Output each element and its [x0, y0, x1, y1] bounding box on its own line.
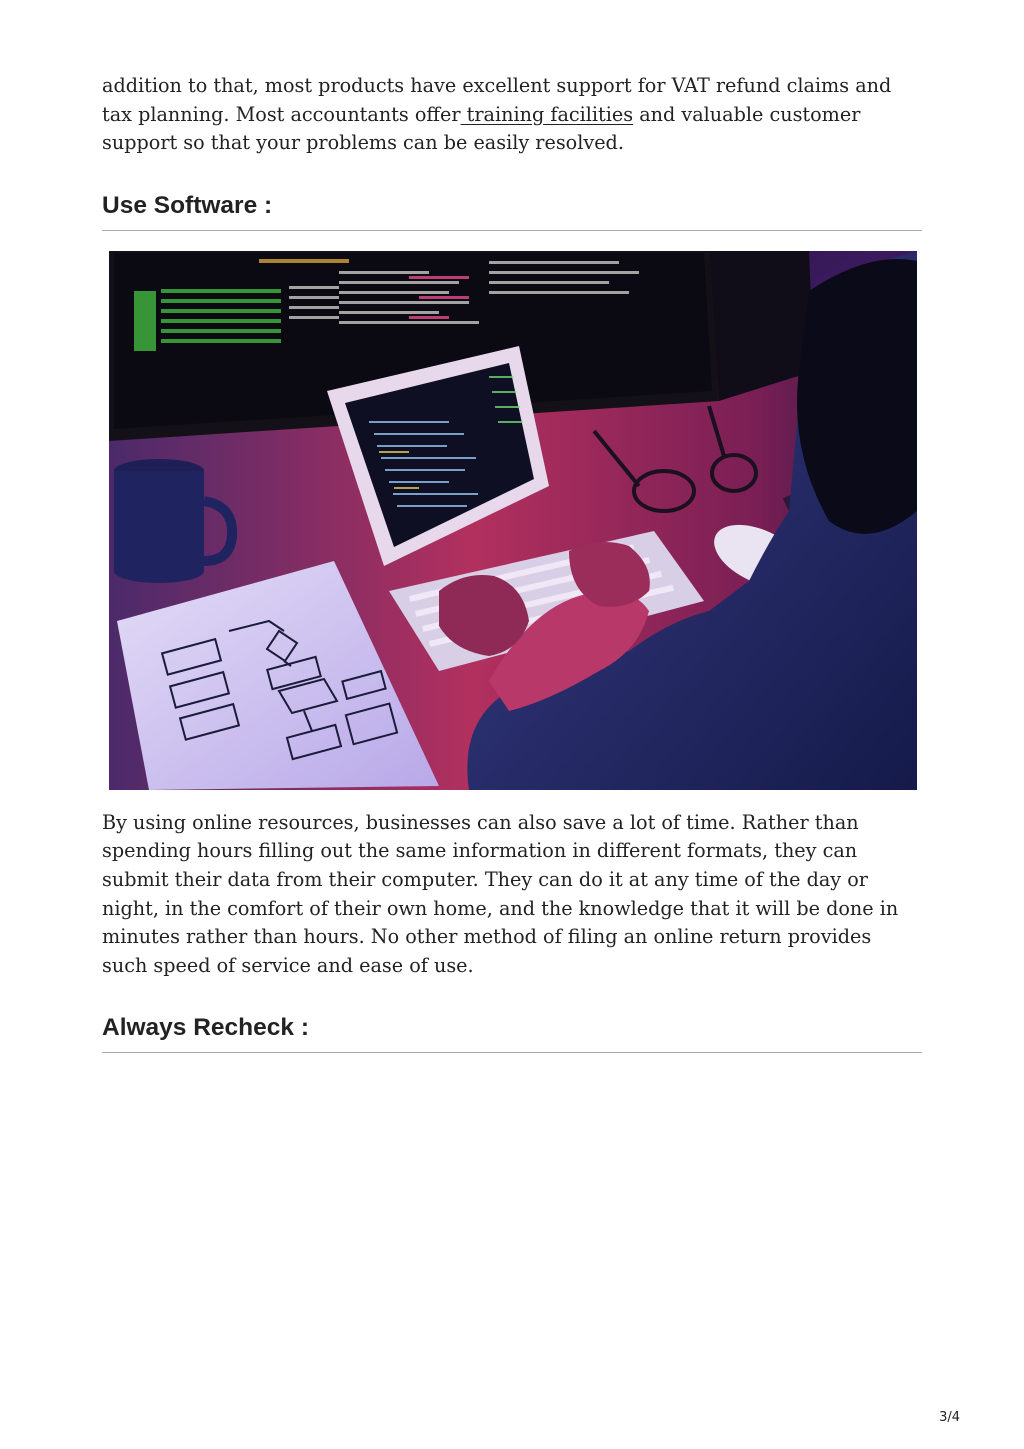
intro-text-end: and valuable customer support so that your problems can be easily resolved.	[102, 102, 861, 155]
software-paragraph: By using online resources, businesses can also save a lot of time. Rather than spending hours filling out the same information in different formats, they can submit their data from their computer. They can do it at any time of the day or night, in the comfort of their own home, and the knowledge that it will be done in minutes rather than hours. No other method of filing an online return provides such speed of service and ease of use.	[102, 810, 899, 977]
intro-text-start: addition to that, most products have excellent support for VAT refund claims and tax planning. Most accountants offer	[102, 74, 892, 126]
page-number: 3/4	[939, 1410, 960, 1425]
article-content	[102, 72, 922, 1053]
always-recheck-heading: Always Recheck :	[102, 1014, 922, 1053]
use-software-heading: Use Software :	[102, 192, 922, 231]
software-photo	[109, 251, 917, 790]
intro-paragraph	[102, 72, 922, 158]
training-facilities-link[interactable]: training facilities	[460, 102, 634, 126]
developer-desk-illustration	[109, 251, 917, 790]
